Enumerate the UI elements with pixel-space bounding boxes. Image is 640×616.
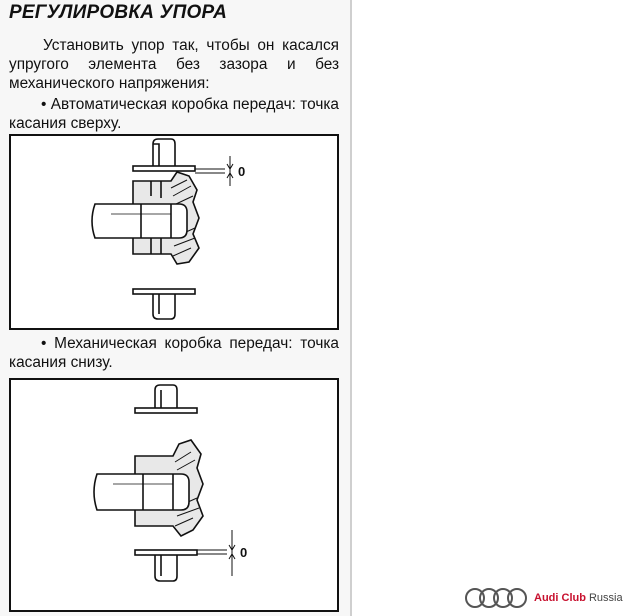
stop-diagram-top [11,136,337,328]
figure-stop-contact-bottom [9,378,339,612]
stop-plate [133,166,195,171]
bullet-manual-transmission: • Механическая коробка передач: точка касания снизу. [9,335,339,371]
shaft [92,204,187,238]
column-divider [350,0,352,616]
stop-bracket [155,385,177,408]
stop-diagram-bottom [11,380,337,610]
watermark-region: Russia [588,592,623,604]
gap-label: 0 [240,545,248,560]
bullet-automatic-transmission: • Автоматическая коробка передач: точка касания сверху. [9,96,339,132]
stop-bracket [153,144,159,166]
audi-rings-icon [464,587,528,609]
page-title: РЕГУЛИРОВКА УПОРА [9,2,228,23]
stop-plate [135,408,197,413]
figure-stop-contact-top [9,134,339,330]
gap-label: 0 [238,164,246,179]
shaft [94,474,189,510]
audi-club-watermark [464,586,623,610]
instruction-paragraph: Установить упор так, чтобы он касался упругого элемента без зазора и без механического напряжения: [9,37,339,92]
watermark-brand: Audi Club [534,592,586,604]
